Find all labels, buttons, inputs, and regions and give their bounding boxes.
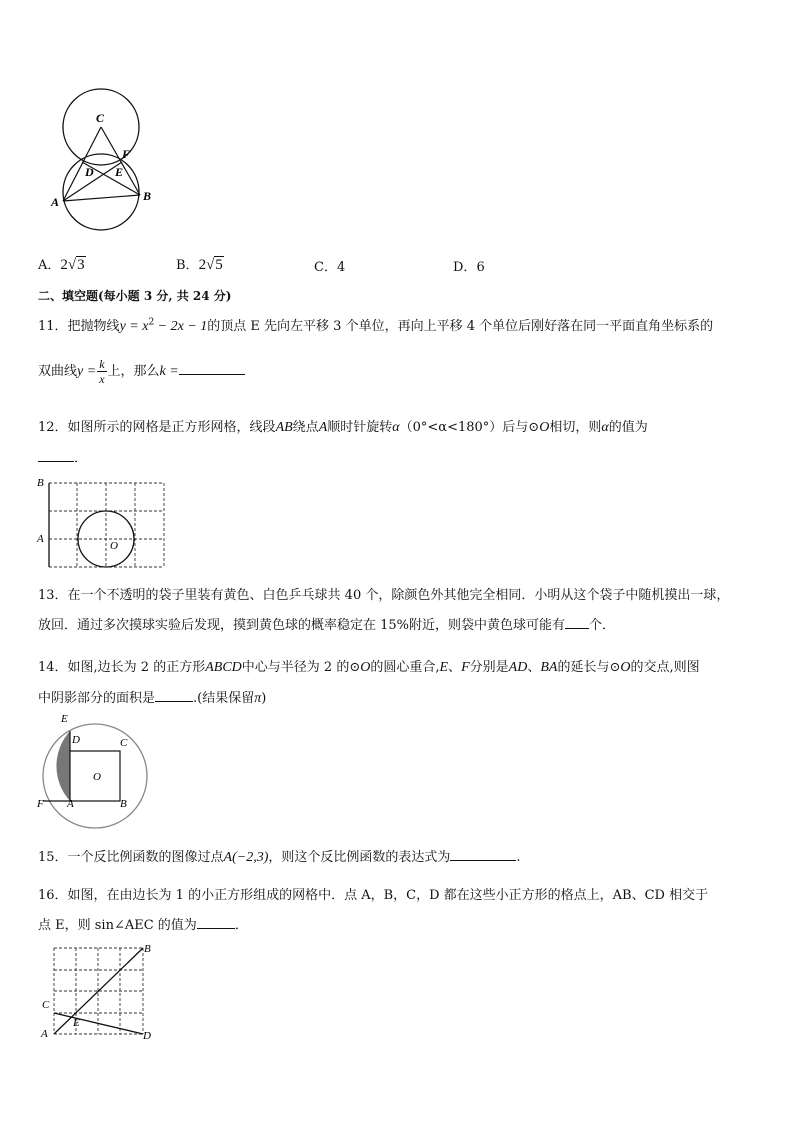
q14-figure (34, 710, 154, 832)
svg-text:O: O (110, 540, 118, 552)
q12-line2: ． (38, 447, 87, 466)
svg-text:O: O (93, 771, 101, 783)
q10-option-b: B．2√5 (176, 257, 223, 273)
svg-text:E: E (73, 1017, 80, 1029)
q10-option-c: C．4 (314, 260, 346, 275)
q16-figure (36, 940, 160, 1040)
q10-label-F: F (122, 147, 131, 161)
q10-option-d: D．6 (453, 260, 485, 275)
q11-answer-blank[interactable] (179, 374, 245, 375)
q10-option-a: A．2√3 (38, 257, 85, 273)
svg-text:C: C (42, 999, 50, 1011)
q14-line2: 中阴影部分的面积是 .(结果保留π) (38, 691, 267, 706)
q12-answer-blank[interactable] (38, 461, 74, 462)
svg-text:A: A (67, 798, 74, 810)
svg-text:F: F (37, 798, 44, 810)
q13-line1: 13．在一个不透明的袋子里装有黄色、白色乒乓球共 40 个，除颜色外其他完全相同．小明从这个袋子中随机摸出一球， (38, 588, 730, 603)
svg-text:D: D (143, 1030, 151, 1040)
q16-answer-blank[interactable] (197, 928, 235, 929)
q12-line1: 12．如图所示的网格是正方形网格，线段AB绕点A顺时针旋转α（0°<α<180°）后与⊙O相切，则α的值为 (38, 420, 648, 435)
q10-label-A: A (51, 195, 60, 209)
q14-shaded-region (56, 731, 70, 801)
section-title: 二、填空题(每小题 3 分, 共 24 分) (38, 289, 232, 303)
svg-text:C: C (120, 737, 128, 749)
q14-line1: 14．如图,边长为 2 的正方形ABCD中心与半径为 2 的⊙O的圆心重合,E、F分别是AD、BA的延长与⊙O的交点,则图 (38, 660, 700, 675)
svg-text:B: B (144, 943, 151, 955)
q10-label-D: D (85, 165, 94, 179)
q15-line: 15．一个反比例函数的图像过点A(−2,3)，则这个反比例函数的表达式为 . (38, 850, 521, 865)
svg-text:D: D (72, 734, 80, 746)
q16-line2: 点 E，则 sin∠AEC 的值为 ． (38, 918, 248, 933)
q14-answer-blank[interactable] (155, 701, 193, 702)
q11-line1: 11．把抛物线$y = x^2 - 2x - 1$的顶点 E 先向左平移 3 个单位，再向上平移 4 个单位后刚好落在同一平面直角坐标系的 (38, 317, 714, 334)
q10-label-E: E (115, 165, 124, 179)
q15-answer-blank[interactable] (450, 860, 516, 861)
q11-line2: 双曲线y = $\frac{k}{x}$ 上，那么k = (38, 357, 245, 386)
svg-text:B: B (37, 477, 44, 489)
svg-text:A: A (41, 1028, 48, 1040)
q13-answer-blank[interactable] (565, 628, 589, 629)
q10-label-B: B (143, 189, 152, 203)
svg-text:E: E (61, 713, 68, 725)
q16-segment-CD (54, 1013, 143, 1034)
q16-line1: 16．如图，在由边长为 1 的小正方形组成的网格中．点 A，B，C，D 都在这些小正方形的格点上，AB、CD 相交于 (38, 888, 709, 903)
q10-figure (46, 82, 166, 232)
q13-line2: 放回．通过多次摸球实验后发现，摸到黄色球的概率稳定在 15%附近，则袋中黄色球可能有 个． (38, 618, 616, 633)
svg-text:A: A (37, 533, 44, 545)
svg-text:B: B (120, 798, 127, 810)
q12-figure (34, 474, 169, 572)
q10-label-C: C (96, 111, 105, 125)
